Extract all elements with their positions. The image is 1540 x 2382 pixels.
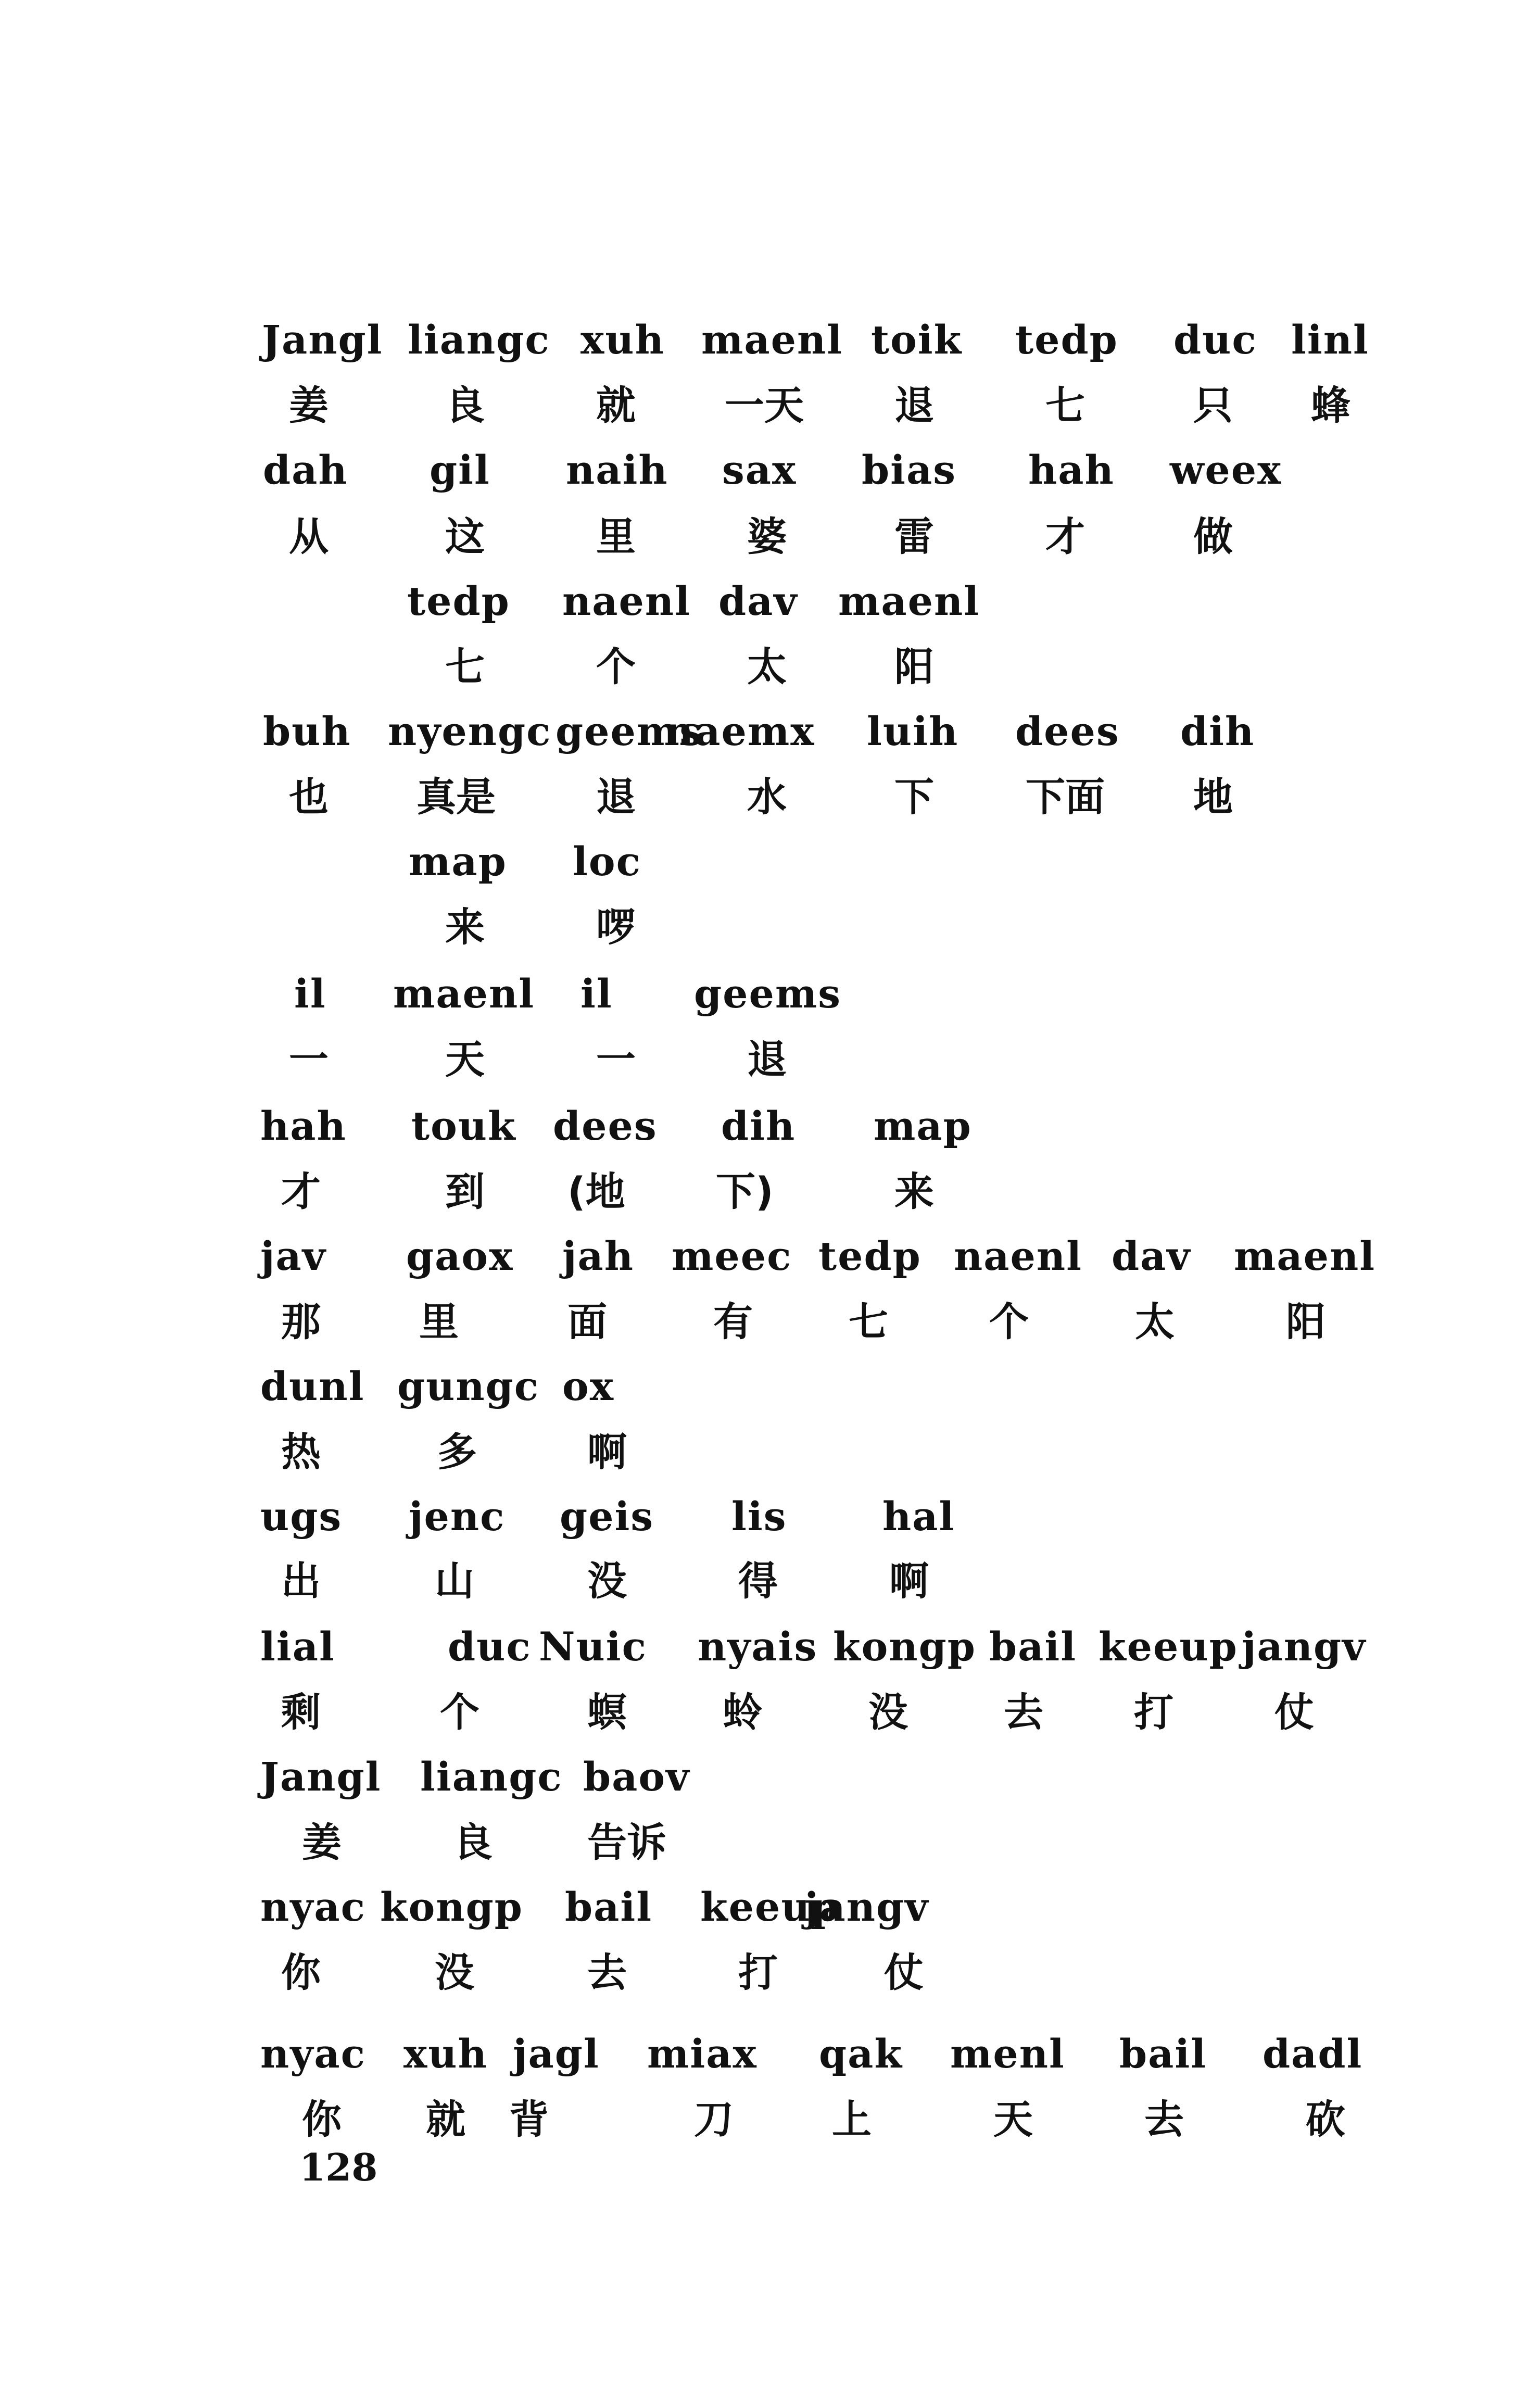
dong-word: bail bbox=[565, 1884, 653, 1930]
dong-word: menl bbox=[950, 2031, 1065, 2077]
dong-word: dih bbox=[1180, 708, 1255, 754]
chinese-gloss-word: 打 bbox=[738, 1949, 778, 1996]
chinese-gloss-word: 螟 bbox=[587, 1689, 627, 1735]
chinese-gloss-line bbox=[0, 1553, 1540, 1610]
dong-word: kongp bbox=[833, 1623, 976, 1670]
chinese-gloss-word: 下面 bbox=[1026, 774, 1105, 820]
chinese-gloss-word: 蜂 bbox=[1311, 382, 1350, 428]
dong-word: liangc bbox=[408, 317, 550, 363]
chinese-gloss-word: 个 bbox=[989, 1299, 1029, 1345]
dong-word: Jangl bbox=[260, 1754, 382, 1800]
dong-word: nyais bbox=[698, 1623, 818, 1670]
dong-text-line bbox=[0, 703, 1540, 760]
dong-word: dih bbox=[721, 1103, 796, 1149]
chinese-gloss-word: 天 bbox=[993, 2096, 1033, 2142]
chinese-gloss-word: 那 bbox=[281, 1299, 321, 1345]
chinese-gloss-word: 啊 bbox=[889, 1558, 929, 1604]
chinese-gloss-word: 太 bbox=[747, 644, 787, 690]
dong-text-line bbox=[0, 1228, 1540, 1285]
chinese-gloss-word: 雷 bbox=[894, 513, 934, 560]
dong-text-line bbox=[0, 573, 1540, 630]
chinese-gloss-line bbox=[0, 1423, 1540, 1481]
dong-text-line bbox=[0, 311, 1540, 369]
chinese-gloss-word: 个 bbox=[596, 644, 636, 690]
dong-word: keeup bbox=[700, 1884, 840, 1930]
dong-word: Nuic bbox=[539, 1623, 647, 1670]
chinese-gloss-word: 山 bbox=[435, 1558, 474, 1604]
dong-word: lial bbox=[260, 1623, 335, 1670]
dong-word: naenl bbox=[562, 578, 691, 624]
dong-word: dav bbox=[1112, 1233, 1191, 1279]
dong-word: nyac bbox=[260, 1884, 366, 1930]
chinese-gloss-word: 七 bbox=[849, 1299, 888, 1345]
dong-word: jav bbox=[260, 1233, 326, 1279]
chinese-gloss-word: 多 bbox=[437, 1429, 477, 1475]
chinese-gloss-word: 婆 bbox=[747, 513, 787, 560]
chinese-gloss-word: 一 bbox=[596, 1036, 636, 1082]
dong-word: bias bbox=[862, 447, 957, 493]
dong-word: il bbox=[294, 971, 326, 1017]
chinese-gloss-word: 良 bbox=[445, 382, 485, 428]
dong-word: sax bbox=[722, 447, 797, 493]
dong-word: naenl bbox=[954, 1233, 1082, 1279]
chinese-gloss-line bbox=[0, 768, 1540, 826]
chinese-gloss-word: 阳 bbox=[894, 644, 934, 690]
chinese-gloss-word: 只 bbox=[1193, 382, 1233, 428]
chinese-gloss-word: 打 bbox=[1134, 1689, 1173, 1735]
dong-word: jangv bbox=[1242, 1623, 1367, 1670]
dong-word: tedp bbox=[818, 1233, 922, 1279]
dong-word: xuh bbox=[403, 2031, 488, 2077]
chinese-gloss-line bbox=[0, 1293, 1540, 1351]
chinese-gloss-line bbox=[0, 638, 1540, 696]
chinese-gloss-word: 你 bbox=[281, 1949, 321, 1996]
chinese-gloss-word: 上 bbox=[832, 2096, 872, 2142]
dong-word: Jangl bbox=[262, 317, 383, 363]
dong-word: il bbox=[580, 971, 613, 1017]
dong-word: jah bbox=[562, 1233, 634, 1279]
chinese-gloss-word: 得 bbox=[738, 1558, 778, 1604]
dong-word: toik bbox=[871, 317, 963, 363]
dong-word: kongp bbox=[380, 1884, 523, 1930]
chinese-gloss-word: 也 bbox=[289, 774, 329, 820]
chinese-gloss-word: 姜 bbox=[302, 1819, 342, 1866]
chinese-gloss-word: 良 bbox=[453, 1819, 493, 1866]
chinese-gloss-word: (地 bbox=[567, 1168, 625, 1215]
dong-word: hal bbox=[882, 1493, 955, 1540]
dong-word: hah bbox=[1028, 447, 1115, 493]
chinese-gloss-word: 砍 bbox=[1306, 2096, 1345, 2142]
chinese-gloss-line bbox=[0, 1814, 1540, 1871]
dong-word: gungc bbox=[397, 1363, 540, 1409]
chinese-gloss-word: 就 bbox=[426, 2096, 465, 2142]
dong-text-line bbox=[0, 1748, 1540, 1806]
dong-word: maenl bbox=[701, 317, 843, 363]
chinese-gloss-word: 退 bbox=[747, 1036, 787, 1082]
dong-text-line bbox=[0, 2025, 1540, 2083]
chinese-gloss-word: 出 bbox=[281, 1558, 321, 1604]
chinese-gloss-word: 天 bbox=[445, 1036, 485, 1082]
chinese-gloss-word: 这 bbox=[445, 513, 485, 560]
dong-word: jagl bbox=[513, 2031, 600, 2077]
dong-text-line bbox=[0, 1358, 1540, 1415]
chinese-gloss-word: 姜 bbox=[289, 382, 329, 428]
chinese-gloss-word: 有 bbox=[713, 1299, 753, 1345]
chinese-gloss-line bbox=[0, 508, 1540, 565]
chinese-gloss-word: 下) bbox=[716, 1168, 774, 1215]
chinese-gloss-word: 去 bbox=[1144, 2096, 1184, 2142]
chinese-gloss-line bbox=[0, 2091, 1540, 2148]
chinese-gloss-word: 来 bbox=[894, 1168, 934, 1215]
chinese-gloss-word: 一天 bbox=[725, 382, 804, 428]
dong-word: bail bbox=[989, 1623, 1077, 1670]
dong-word: naih bbox=[566, 447, 668, 493]
chinese-gloss-word: 面 bbox=[567, 1299, 607, 1345]
chinese-gloss-word: 剩 bbox=[281, 1689, 321, 1735]
chinese-gloss-word: 做 bbox=[1193, 513, 1233, 560]
dong-text-line bbox=[0, 442, 1540, 499]
chinese-gloss-word: 才 bbox=[281, 1168, 321, 1215]
chinese-gloss-word: 就 bbox=[596, 382, 636, 428]
dong-word: maenl bbox=[393, 971, 535, 1017]
chinese-gloss-word: 仗 bbox=[884, 1949, 924, 1996]
dong-word: linl bbox=[1291, 317, 1369, 363]
chinese-gloss-word: 七 bbox=[1045, 382, 1085, 428]
dong-word: baov bbox=[583, 1754, 690, 1800]
dong-word: nyac bbox=[260, 2031, 366, 2077]
dong-word: duc bbox=[448, 1623, 532, 1670]
dong-word: weex bbox=[1170, 447, 1282, 493]
dong-word: dav bbox=[718, 578, 798, 624]
dong-word: luih bbox=[867, 708, 959, 754]
chinese-gloss-word: 蛉 bbox=[723, 1689, 762, 1735]
chinese-gloss-word: 七 bbox=[445, 644, 485, 690]
dong-word: xuh bbox=[580, 317, 665, 363]
chinese-gloss-word: 去 bbox=[1004, 1689, 1043, 1735]
dong-text-line bbox=[0, 833, 1540, 890]
dong-word: gaox bbox=[406, 1233, 514, 1279]
dong-word: naemx bbox=[665, 708, 815, 754]
dong-word: geems bbox=[694, 971, 842, 1017]
dong-word: duc bbox=[1173, 317, 1257, 363]
chinese-gloss-word: 一 bbox=[289, 1036, 329, 1082]
chinese-gloss-word: 太 bbox=[1135, 1299, 1175, 1345]
dong-word: qak bbox=[819, 2031, 903, 2077]
chinese-gloss-line bbox=[0, 1944, 1540, 2001]
dong-word: keeup bbox=[1099, 1623, 1238, 1670]
chinese-gloss-word: 背 bbox=[509, 2096, 549, 2142]
chinese-gloss-line bbox=[0, 1163, 1540, 1220]
chinese-gloss-word: 没 bbox=[868, 1689, 908, 1735]
dong-word: dah bbox=[263, 447, 348, 493]
dong-text-line bbox=[0, 1618, 1540, 1675]
chinese-gloss-word: 真是 bbox=[416, 774, 496, 820]
chinese-gloss-word: 下 bbox=[894, 774, 934, 820]
chinese-gloss-word: 刀 bbox=[694, 2096, 734, 2142]
dong-word: loc bbox=[573, 838, 641, 885]
chinese-gloss-word: 告诉 bbox=[587, 1819, 666, 1866]
chinese-gloss-word: 没 bbox=[435, 1949, 474, 1996]
chinese-gloss-word: 个 bbox=[440, 1689, 479, 1735]
dong-word: map bbox=[409, 838, 507, 885]
dong-word: touk bbox=[411, 1103, 516, 1149]
dong-word: maenl bbox=[1234, 1233, 1376, 1279]
dong-word: ugs bbox=[260, 1493, 343, 1540]
dong-word: bail bbox=[1119, 2031, 1207, 2077]
chinese-gloss-word: 阳 bbox=[1286, 1299, 1326, 1345]
chinese-gloss-word: 退 bbox=[894, 382, 934, 428]
chinese-gloss-word: 水 bbox=[747, 774, 787, 820]
chinese-gloss-word: 来 bbox=[445, 904, 485, 950]
dong-word: hah bbox=[260, 1103, 347, 1149]
dong-text-line bbox=[0, 965, 1540, 1023]
dong-word: dees bbox=[1015, 708, 1120, 754]
chinese-gloss-word: 退 bbox=[596, 774, 636, 820]
dong-word: dunl bbox=[260, 1363, 365, 1409]
chinese-gloss-line bbox=[0, 377, 1540, 434]
chinese-gloss-word: 去 bbox=[587, 1949, 627, 1996]
dong-word: dees bbox=[553, 1103, 658, 1149]
dong-word: jangv bbox=[804, 1884, 929, 1930]
dong-word: ox bbox=[562, 1363, 615, 1409]
dong-text-line bbox=[0, 1488, 1540, 1545]
dong-word: meec bbox=[672, 1233, 792, 1279]
dong-text-line bbox=[0, 1879, 1540, 1936]
dong-word: tedp bbox=[1015, 317, 1118, 363]
page-number: 128 bbox=[299, 2145, 378, 2189]
chinese-gloss-word: 里 bbox=[596, 513, 636, 560]
chinese-gloss-word: 从 bbox=[289, 513, 329, 560]
dong-text-line bbox=[0, 1098, 1540, 1155]
dong-word: tedp bbox=[407, 578, 510, 624]
chinese-gloss-word: 到 bbox=[445, 1168, 485, 1215]
dong-word: nyengc bbox=[388, 708, 552, 754]
dong-word: lis bbox=[731, 1493, 787, 1540]
dong-word: dadl bbox=[1263, 2031, 1363, 2077]
chinese-gloss-word: 地 bbox=[1193, 774, 1233, 820]
chinese-gloss-word: 没 bbox=[587, 1558, 627, 1604]
chinese-gloss-line bbox=[0, 899, 1540, 956]
chinese-gloss-line bbox=[0, 1031, 1540, 1088]
dong-word: geems bbox=[556, 708, 703, 754]
chinese-gloss-word: 啊 bbox=[587, 1429, 627, 1475]
chinese-gloss-word: 你 bbox=[302, 2096, 342, 2142]
chinese-gloss-line bbox=[0, 1684, 1540, 1741]
chinese-gloss-word: 里 bbox=[419, 1299, 459, 1345]
dong-word: geis bbox=[560, 1493, 654, 1540]
dong-word: maenl bbox=[838, 578, 980, 624]
chinese-gloss-word: 才 bbox=[1045, 513, 1085, 560]
chinese-gloss-word: 仗 bbox=[1274, 1689, 1314, 1735]
dong-word: jenc bbox=[409, 1493, 506, 1540]
chinese-gloss-word: 热 bbox=[281, 1429, 321, 1475]
chinese-gloss-word: 啰 bbox=[596, 904, 636, 950]
dong-word: miax bbox=[647, 2031, 758, 2077]
dong-word: buh bbox=[263, 708, 351, 754]
dong-word: map bbox=[874, 1103, 972, 1149]
dong-word: gil bbox=[430, 447, 490, 493]
dong-word: liangc bbox=[420, 1754, 563, 1800]
